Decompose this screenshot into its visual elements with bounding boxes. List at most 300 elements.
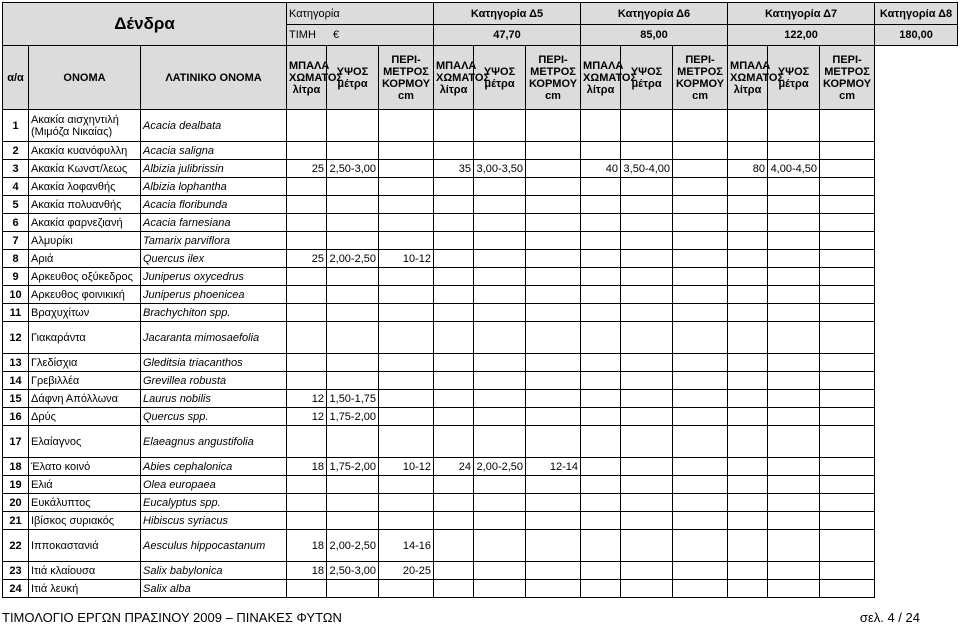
common-name: Ιτιά λευκή [29,580,141,598]
col-name: ΟΝΟΜΑ [29,46,141,110]
table-row [3,390,958,408]
perimeter-d8-cell [820,178,875,196]
height-d6-cell [474,426,526,458]
height-d7-cell [621,426,673,458]
perimeter-d8-cell [820,580,875,598]
perimeter-d6-cell [526,580,581,598]
height-d6-cell [474,232,526,250]
col-ball-d8: ΜΠΑΛΑ ΧΩΜΑΤΟΣ λίτρα [728,46,768,110]
height-d6-cell [474,476,526,494]
height-d6-cell [474,372,526,390]
ball-d6-cell [434,372,474,390]
perimeter-d6-cell [526,530,581,562]
height-d6-cell [474,268,526,286]
height-d7-cell [621,304,673,322]
height-d7-cell [621,178,673,196]
col-height-d5: ΥΨΟΣ μέτρα [327,46,379,110]
height-d7-cell [621,196,673,214]
height-d8-cell [768,458,820,476]
perimeter-d8-cell [820,562,875,580]
ball-d5-cell [287,354,327,372]
table-row [3,304,958,322]
euro-icon: € [332,29,340,41]
perimeter-d6-cell [526,250,581,268]
latin-name: Salix babylonica [141,562,287,580]
ball-d8-cell [728,372,768,390]
price-d7: 122,00 [728,25,875,46]
latin-name: Juniperus phoenicea [141,286,287,304]
perimeter-d6-cell [526,476,581,494]
height-d7-cell [621,286,673,304]
row-number: 19 [3,476,29,494]
perimeter-d6-cell [526,286,581,304]
height-d8-cell [768,494,820,512]
perimeter-d8-cell [820,268,875,286]
height-d7-cell [621,580,673,598]
common-name: Ελαίαγνος [29,426,141,458]
height-d5-cell [327,354,379,372]
ball-d7-cell [581,562,621,580]
ball-d5-cell: 25 [287,160,327,178]
perimeter-d6-cell [526,160,581,178]
common-name: Αριά [29,250,141,268]
height-d6-cell [474,512,526,530]
ball-d5-cell [287,476,327,494]
ball-d5-cell [287,372,327,390]
ball-d7-cell [581,476,621,494]
ball-d7-cell [581,142,621,160]
height-d6-cell [474,142,526,160]
price-table [2,2,958,598]
ball-d6-cell [434,530,474,562]
height-d7-cell [621,458,673,476]
table-row [3,286,958,304]
height-d8-cell [768,250,820,268]
perimeter-d5-cell [379,494,434,512]
ball-d8-cell [728,408,768,426]
ball-d8-cell: 80 [728,160,768,178]
perimeter-d8-cell [820,458,875,476]
column-header-row [3,46,958,110]
ball-d7-cell [581,322,621,354]
common-name: Ευκάλυπτος [29,494,141,512]
perimeter-d6-cell [526,196,581,214]
perimeter-d7-cell [673,354,728,372]
row-number: 5 [3,196,29,214]
perimeter-d5-cell [379,426,434,458]
ball-d5-cell: 12 [287,408,327,426]
ball-d5-cell: 18 [287,530,327,562]
common-name: Γιακαράντα [29,322,141,354]
common-name: Γλεδίσχια [29,354,141,372]
ball-d7-cell [581,196,621,214]
table-row [3,110,958,142]
height-d7-cell [621,268,673,286]
page-footer [2,610,920,625]
perimeter-d8-cell [820,530,875,562]
category-d8: Κατηγορία Δ8 [875,3,958,25]
ball-d8-cell [728,250,768,268]
perimeter-d5-cell: 20-25 [379,562,434,580]
ball-d8-cell [728,580,768,598]
perimeter-d8-cell [820,214,875,232]
height-d8-cell [768,142,820,160]
perimeter-d6-cell [526,322,581,354]
ball-d8-cell [728,110,768,142]
height-d5-cell: 2,50-3,00 [327,562,379,580]
col-perimeter-d6: ΠΕΡΙ- ΜΕΤΡΟΣ ΚΟΡΜΟΥ cm [526,46,581,110]
height-d5-cell [327,286,379,304]
col-height-d6: ΥΨΟΣ μέτρα [474,46,526,110]
category-label: Κατηγορία [287,3,434,25]
perimeter-d6-cell [526,372,581,390]
ball-d6-cell [434,178,474,196]
perimeter-d8-cell [820,196,875,214]
height-d7-cell [621,512,673,530]
ball-d6-cell [434,232,474,250]
ball-d7-cell [581,458,621,476]
row-number: 6 [3,214,29,232]
perimeter-d7-cell [673,530,728,562]
ball-d6-cell [434,304,474,322]
ball-d6-cell [434,476,474,494]
latin-name: Acacia dealbata [141,110,287,142]
perimeter-d8-cell [820,512,875,530]
perimeter-d6-cell [526,110,581,142]
ball-d7-cell [581,286,621,304]
row-number: 18 [3,458,29,476]
height-d7-cell [621,250,673,268]
ball-d6-cell [434,268,474,286]
height-d8-cell [768,354,820,372]
ball-d6-cell [434,250,474,268]
ball-d7-cell [581,580,621,598]
ball-d7-cell [581,512,621,530]
latin-name: Olea europaea [141,476,287,494]
row-number: 21 [3,512,29,530]
perimeter-d5-cell [379,142,434,160]
row-number: 1 [3,110,29,142]
page-title: Δένδρα [3,3,287,46]
common-name: Ακακία λοφανθής [29,178,141,196]
height-d6-cell [474,408,526,426]
latin-name: Albizia julibrissin [141,160,287,178]
height-d8-cell [768,580,820,598]
ball-d7-cell [581,232,621,250]
perimeter-d7-cell [673,580,728,598]
category-header-row [3,3,958,25]
perimeter-d6-cell [526,390,581,408]
latin-name: Salix alba [141,580,287,598]
table-row [3,354,958,372]
height-d7-cell [621,110,673,142]
ball-d8-cell [728,178,768,196]
height-d5-cell [327,304,379,322]
height-d5-cell: 1,50-1,75 [327,390,379,408]
category-d5: Κατηγορία Δ5 [434,3,581,25]
ball-d6-cell [434,110,474,142]
ball-d6-cell: 35 [434,160,474,178]
table-row [3,268,958,286]
height-d8-cell [768,110,820,142]
ball-d6-cell [434,408,474,426]
perimeter-d7-cell [673,250,728,268]
perimeter-d7-cell [673,408,728,426]
col-ball-d5: ΜΠΑΛΑ ΧΩΜΑΤΟΣ λίτρα [287,46,327,110]
height-d6-cell [474,250,526,268]
row-number: 8 [3,250,29,268]
table-row [3,178,958,196]
ball-d5-cell [287,178,327,196]
latin-name: Abies cephalonica [141,458,287,476]
height-d8-cell [768,178,820,196]
table-row [3,322,958,354]
row-number: 3 [3,160,29,178]
height-d5-cell: 1,75-2,00 [327,458,379,476]
ball-d6-cell [434,512,474,530]
latin-name: Hibiscus syriacus [141,512,287,530]
ball-d6-cell [434,322,474,354]
ball-d8-cell [728,530,768,562]
height-d5-cell [327,214,379,232]
ball-d6-cell [434,426,474,458]
ball-d7-cell [581,372,621,390]
ball-d6-cell [434,286,474,304]
row-number: 13 [3,354,29,372]
row-number: 24 [3,580,29,598]
height-d7-cell [621,232,673,250]
perimeter-d5-cell: 10-12 [379,458,434,476]
ball-d6-cell [434,494,474,512]
perimeter-d5-cell [379,160,434,178]
ball-d8-cell [728,354,768,372]
height-d8-cell [768,286,820,304]
ball-d5-cell [287,286,327,304]
latin-name: Elaeagnus angustifolia [141,426,287,458]
height-d6-cell [474,390,526,408]
latin-name: Laurus nobilis [141,390,287,408]
perimeter-d8-cell [820,426,875,458]
ball-d8-cell [728,562,768,580]
ball-d6-cell [434,196,474,214]
table-row [3,160,958,178]
col-aa: α/α [3,46,29,110]
height-d7-cell [621,476,673,494]
row-number: 23 [3,562,29,580]
ball-d7-cell [581,178,621,196]
table-row [3,250,958,268]
perimeter-d7-cell [673,390,728,408]
perimeter-d7-cell [673,512,728,530]
height-d6-cell [474,322,526,354]
ball-d8-cell [728,268,768,286]
ball-d7-cell [581,354,621,372]
perimeter-d8-cell [820,354,875,372]
perimeter-d7-cell [673,372,728,390]
table-row [3,372,958,390]
perimeter-d7-cell [673,196,728,214]
height-d5-cell [327,178,379,196]
common-name: Βραχυχίτων [29,304,141,322]
perimeter-d7-cell [673,426,728,458]
common-name: Ελιά [29,476,141,494]
col-height-d7: ΥΨΟΣ μέτρα [621,46,673,110]
perimeter-d5-cell [379,196,434,214]
common-name: Δρύς [29,408,141,426]
table-row [3,580,958,598]
row-number: 15 [3,390,29,408]
ball-d5-cell [287,214,327,232]
height-d7-cell [621,562,673,580]
ball-d5-cell: 18 [287,562,327,580]
height-d7-cell [621,214,673,232]
col-perimeter-d7: ΠΕΡΙ- ΜΕΤΡΟΣ ΚΟΡΜΟΥ cm [673,46,728,110]
height-d6-cell: 3,00-3,50 [474,160,526,178]
perimeter-d5-cell [379,476,434,494]
height-d5-cell [327,512,379,530]
row-number: 17 [3,426,29,458]
table-row [3,426,958,458]
perimeter-d5-cell [379,286,434,304]
latin-name: Gleditsia triacanthos [141,354,287,372]
ball-d7-cell [581,408,621,426]
common-name: Γρεβιλλέα [29,372,141,390]
table-row [3,214,958,232]
height-d8-cell [768,390,820,408]
ball-d5-cell [287,322,327,354]
ball-d6-cell: 24 [434,458,474,476]
perimeter-d7-cell [673,178,728,196]
perimeter-d5-cell [379,408,434,426]
height-d8-cell [768,196,820,214]
height-d5-cell [327,580,379,598]
perimeter-d6-cell [526,178,581,196]
height-d8-cell [768,214,820,232]
perimeter-d5-cell [379,580,434,598]
ball-d8-cell [728,476,768,494]
perimeter-d6-cell: 12-14 [526,458,581,476]
col-perimeter-d8: ΠΕΡΙ- ΜΕΤΡΟΣ ΚΟΡΜΟΥ cm [820,46,875,110]
ball-d7-cell [581,214,621,232]
ball-d6-cell [434,562,474,580]
ball-d8-cell [728,214,768,232]
table-row [3,562,958,580]
perimeter-d8-cell [820,408,875,426]
height-d7-cell [621,530,673,562]
ball-d7-cell [581,268,621,286]
ball-d5-cell [287,494,327,512]
height-d7-cell [621,322,673,354]
perimeter-d6-cell [526,512,581,530]
table-row [3,458,958,476]
latin-name: Acacia farnesiana [141,214,287,232]
col-perimeter-d5: ΠΕΡΙ- ΜΕΤΡΟΣ ΚΟΡΜΟΥ cm [379,46,434,110]
col-ball-d6: ΜΠΑΛΑ ΧΩΜΑΤΟΣ λίτρα [434,46,474,110]
perimeter-d7-cell [673,286,728,304]
height-d7-cell [621,390,673,408]
ball-d8-cell [728,142,768,160]
height-d6-cell [474,562,526,580]
row-number: 22 [3,530,29,562]
ball-d5-cell: 18 [287,458,327,476]
row-number: 16 [3,408,29,426]
price-label: ΤΙΜΗ [289,29,316,41]
height-d6-cell [474,178,526,196]
latin-name: Jacaranta mimosaefolia [141,322,287,354]
perimeter-d5-cell [379,232,434,250]
perimeter-d5-cell [379,110,434,142]
perimeter-d7-cell [673,214,728,232]
table-row [3,196,958,214]
height-d5-cell [327,196,379,214]
ball-d8-cell [728,304,768,322]
perimeter-d7-cell [673,160,728,178]
height-d5-cell [327,494,379,512]
perimeter-d6-cell [526,214,581,232]
ball-d5-cell [287,426,327,458]
perimeter-d7-cell [673,304,728,322]
row-number: 4 [3,178,29,196]
height-d8-cell [768,476,820,494]
ball-d6-cell [434,214,474,232]
row-number: 2 [3,142,29,160]
perimeter-d8-cell [820,286,875,304]
perimeter-d5-cell [379,390,434,408]
perimeter-d6-cell [526,408,581,426]
height-d7-cell [621,494,673,512]
perimeter-d8-cell [820,494,875,512]
perimeter-d7-cell [673,458,728,476]
ball-d8-cell [728,426,768,458]
height-d5-cell [327,142,379,160]
ball-d6-cell [434,390,474,408]
height-d6-cell [474,580,526,598]
height-d8-cell [768,268,820,286]
perimeter-d7-cell [673,142,728,160]
height-d7-cell [621,408,673,426]
price-d8: 180,00 [875,25,958,46]
height-d5-cell: 2,50-3,00 [327,160,379,178]
col-latin: ΛΑΤΙΝΙΚΟ ΟΝΟΜΑ [141,46,287,110]
height-d6-cell [474,354,526,372]
latin-name: Eucalyptus spp. [141,494,287,512]
table-row [3,494,958,512]
perimeter-d5-cell [379,268,434,286]
ball-d6-cell [434,354,474,372]
height-d7-cell [621,354,673,372]
height-d6-cell [474,494,526,512]
perimeter-d6-cell [526,142,581,160]
height-d6-cell [474,286,526,304]
ball-d7-cell [581,426,621,458]
ball-d5-cell [287,196,327,214]
height-d7-cell [621,372,673,390]
perimeter-d7-cell [673,322,728,354]
table-row [3,530,958,562]
perimeter-d7-cell [673,562,728,580]
row-number: 10 [3,286,29,304]
height-d7-cell: 3,50-4,00 [621,160,673,178]
ball-d8-cell [728,512,768,530]
height-d6-cell [474,530,526,562]
perimeter-d6-cell [526,304,581,322]
ball-d8-cell [728,286,768,304]
common-name: Έλατο κοινό [29,458,141,476]
height-d5-cell [327,372,379,390]
latin-name: Quercus ilex [141,250,287,268]
common-name: Ακακία αισχηντιλή (Μιμόζα Νικαίας) [29,110,141,142]
latin-name: Acacia saligna [141,142,287,160]
